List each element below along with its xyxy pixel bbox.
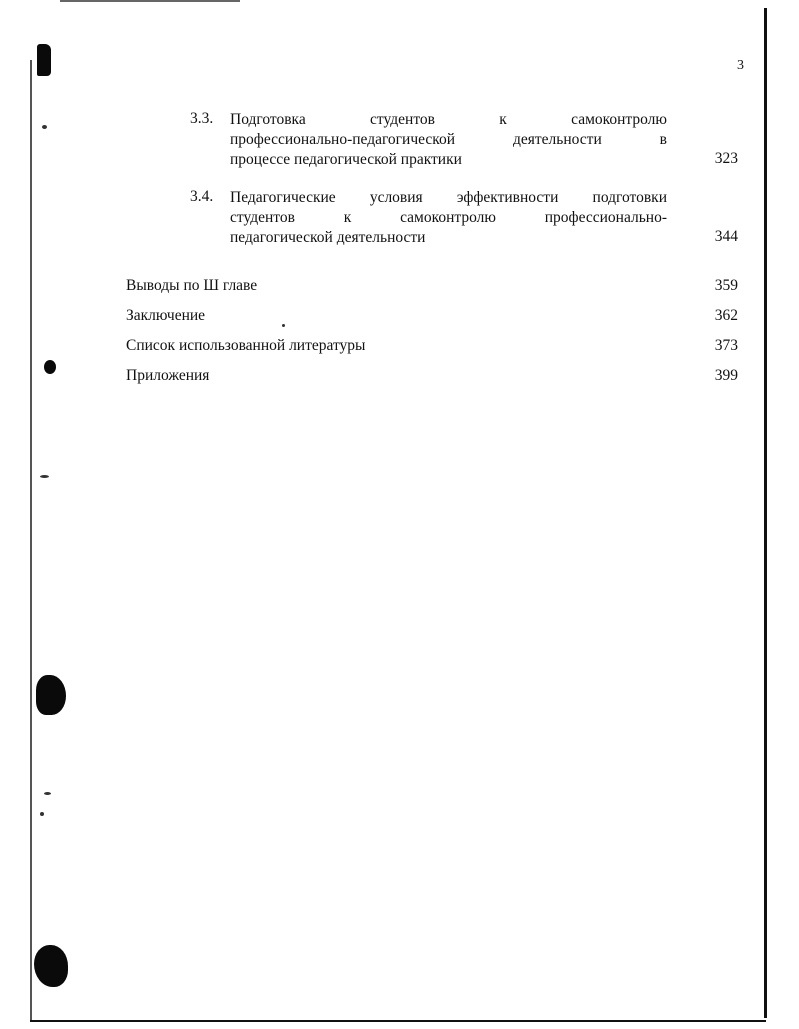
scan-edge-top: [60, 0, 240, 2]
binding-hole-4: [34, 945, 68, 987]
toc-entry-line: Педагогические условия эффективности подготовки: [230, 189, 667, 206]
toc-entry-title: [230, 110, 667, 170]
toc-entry-appendices: [126, 367, 738, 387]
toc-entry-page: 399: [714, 367, 738, 384]
toc-entry-title: [230, 188, 667, 248]
toc-entry-page: 323: [714, 150, 738, 167]
toc-entry-label: Заключение: [126, 307, 206, 324]
toc-entry-label: Приложения: [126, 367, 210, 384]
toc-entry-conclusion: [126, 307, 738, 327]
binding-hole-1: [37, 44, 51, 76]
speck: [40, 475, 49, 478]
scan-edge-bottom: [30, 1020, 766, 1022]
scan-edge-left: [30, 60, 32, 1020]
binding-hole-3: [36, 675, 66, 715]
toc-entry-line: профессионально-педагогической деятельности в: [230, 131, 667, 148]
speck: [44, 792, 51, 795]
toc-entry-3-4: [190, 188, 738, 248]
toc-entry-page: 344: [714, 228, 738, 245]
toc-entry-line: студентов к самоконтролю профессионально-: [230, 209, 667, 226]
toc-entry-page: 373: [714, 337, 738, 354]
toc-entry-label: Выводы по Ш главе: [126, 277, 258, 294]
toc-entry-page: 362: [714, 307, 738, 324]
toc-entry-number: 3.4.: [190, 188, 214, 205]
toc-entry-page: 359: [714, 277, 738, 294]
binding-hole-2: [44, 360, 56, 374]
toc-entry-line: педагогической деятельности: [230, 229, 426, 246]
toc-entry-3-3: [190, 110, 738, 170]
toc-entry-number: 3.3.: [190, 110, 214, 127]
speck: [40, 812, 44, 816]
toc-entry-bibliography: [126, 337, 738, 357]
toc-entry-line: Подготовка студентов к самоконтролю: [230, 111, 667, 128]
speck: [42, 125, 47, 129]
page-number: 3: [737, 58, 744, 73]
toc-entry-label: Список использованной литературы: [126, 337, 366, 354]
toc-entry-conclusions-ch3: [126, 277, 738, 297]
scan-edge-right: [764, 8, 767, 1018]
toc-entry-line: процессе педагогической практики: [230, 151, 462, 168]
